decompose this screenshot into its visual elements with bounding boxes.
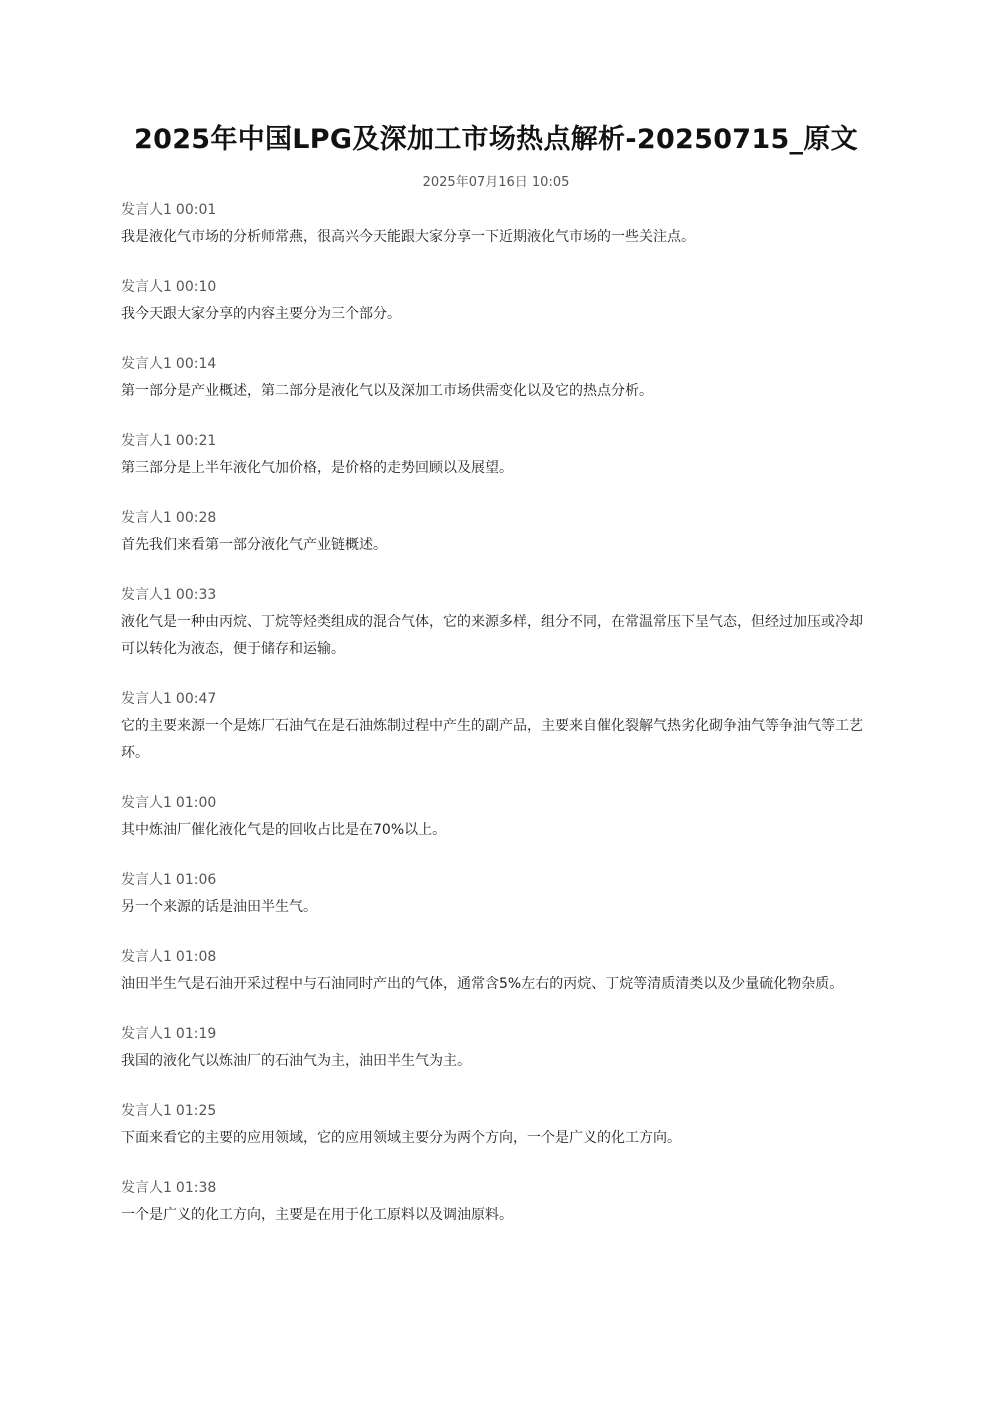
utterance-text: 液化气是一种由丙烷、丁烷等烃类组成的混合气体，它的来源多样，组分不同，在常温常压下呈气态，但经过加压或冷却可以转化为液态，便于储存和运输。 xyxy=(121,614,863,657)
transcript-entry xyxy=(121,199,873,251)
timestamp: 00:01 xyxy=(175,202,217,218)
transcript-entry xyxy=(121,869,873,921)
utterance-text: 首先我们来看第一部分液化气产业链概述。 xyxy=(121,537,387,553)
speaker-line xyxy=(121,353,873,375)
speaker-line xyxy=(121,199,873,221)
timestamp: 00:33 xyxy=(175,587,217,603)
transcript-entry xyxy=(121,1023,873,1075)
speaker-name: 发言人1 xyxy=(121,510,172,526)
speaker-line xyxy=(121,507,873,529)
transcript-entry xyxy=(121,792,873,844)
utterance-text: 第一部分是产业概述，第二部分是液化气以及深加工市场供需变化以及它的热点分析。 xyxy=(121,383,653,399)
utterance-text: 一个是广义的化工方向，主要是在用于化工原料以及调油原料。 xyxy=(121,1207,513,1223)
document-date: 2025年07月16日 10:05 xyxy=(422,175,570,190)
speaker-line xyxy=(121,584,873,606)
utterance-text: 其中炼油厂催化液化气是的回收占比是在70%以上。 xyxy=(121,822,447,838)
speaker-line xyxy=(121,430,873,452)
speaker-name: 发言人1 xyxy=(121,1103,172,1119)
transcript-entry xyxy=(121,946,873,998)
speaker-line xyxy=(121,869,873,891)
timestamp: 00:28 xyxy=(175,510,217,526)
speaker-line xyxy=(121,1023,873,1045)
transcript-entry xyxy=(121,353,873,405)
speaker-line xyxy=(121,1177,873,1199)
utterance-text: 我国的液化气以炼油厂的石油气为主，油田半生气为主。 xyxy=(121,1053,471,1069)
speaker-name: 发言人1 xyxy=(121,587,172,603)
utterance-text: 它的主要来源一个是炼厂石油气在是石油炼制过程中产生的副产品，主要来自催化裂解气热劣化砌争油气等争油气等工艺环。 xyxy=(121,718,863,761)
timestamp: 01:38 xyxy=(175,1180,217,1196)
speaker-line xyxy=(121,946,873,968)
timestamp: 01:08 xyxy=(175,949,217,965)
transcript-entry xyxy=(121,430,873,482)
speaker-line xyxy=(121,276,873,298)
transcript-entry xyxy=(121,1100,873,1152)
speaker-name: 发言人1 xyxy=(121,356,172,372)
speaker-name: 发言人1 xyxy=(121,872,172,888)
utterance-text: 第三部分是上半年液化气加价格，是价格的走势回顾以及展望。 xyxy=(121,460,513,476)
speaker-line xyxy=(121,792,873,814)
speaker-name: 发言人1 xyxy=(121,279,172,295)
transcript-entry xyxy=(121,584,873,663)
transcript-entry xyxy=(121,1177,873,1229)
timestamp: 00:10 xyxy=(175,279,217,295)
timestamp: 01:00 xyxy=(175,795,217,811)
speaker-name: 发言人1 xyxy=(121,1180,172,1196)
utterance-text: 油田半生气是石油开采过程中与石油同时产出的气体，通常含5%左右的丙烷、丁烷等清质清类以及少量硫化物杂质。 xyxy=(121,976,844,992)
speaker-name: 发言人1 xyxy=(121,795,172,811)
timestamp: 00:14 xyxy=(175,356,217,372)
utterance-text: 我是液化气市场的分析师常燕，很高兴今天能跟大家分享一下近期液化气市场的一些关注点。 xyxy=(121,229,695,245)
transcript-entry xyxy=(121,507,873,559)
speaker-name: 发言人1 xyxy=(121,691,172,707)
timestamp: 01:25 xyxy=(175,1103,217,1119)
speaker-name: 发言人1 xyxy=(121,1026,172,1042)
utterance-text: 下面来看它的主要的应用领域，它的应用领域主要分为两个方向，一个是广义的化工方向。 xyxy=(121,1130,681,1146)
speaker-name: 发言人1 xyxy=(121,202,172,218)
speaker-name: 发言人1 xyxy=(121,949,172,965)
timestamp: 00:47 xyxy=(175,691,217,707)
timestamp: 00:21 xyxy=(175,433,217,449)
timestamp: 01:06 xyxy=(175,872,217,888)
transcript xyxy=(121,199,873,1254)
utterance-text: 另一个来源的话是油田半生气。 xyxy=(121,899,317,915)
timestamp: 01:19 xyxy=(175,1026,217,1042)
utterance-text: 我今天跟大家分享的内容主要分为三个部分。 xyxy=(121,306,401,322)
transcript-entry xyxy=(121,276,873,328)
speaker-name: 发言人1 xyxy=(121,433,172,449)
speaker-line xyxy=(121,1100,873,1122)
transcript-entry xyxy=(121,688,873,767)
document-title: 2025年中国LPG及深加工市场热点解析-20250715_原文 xyxy=(134,124,858,155)
speaker-line xyxy=(121,688,873,710)
